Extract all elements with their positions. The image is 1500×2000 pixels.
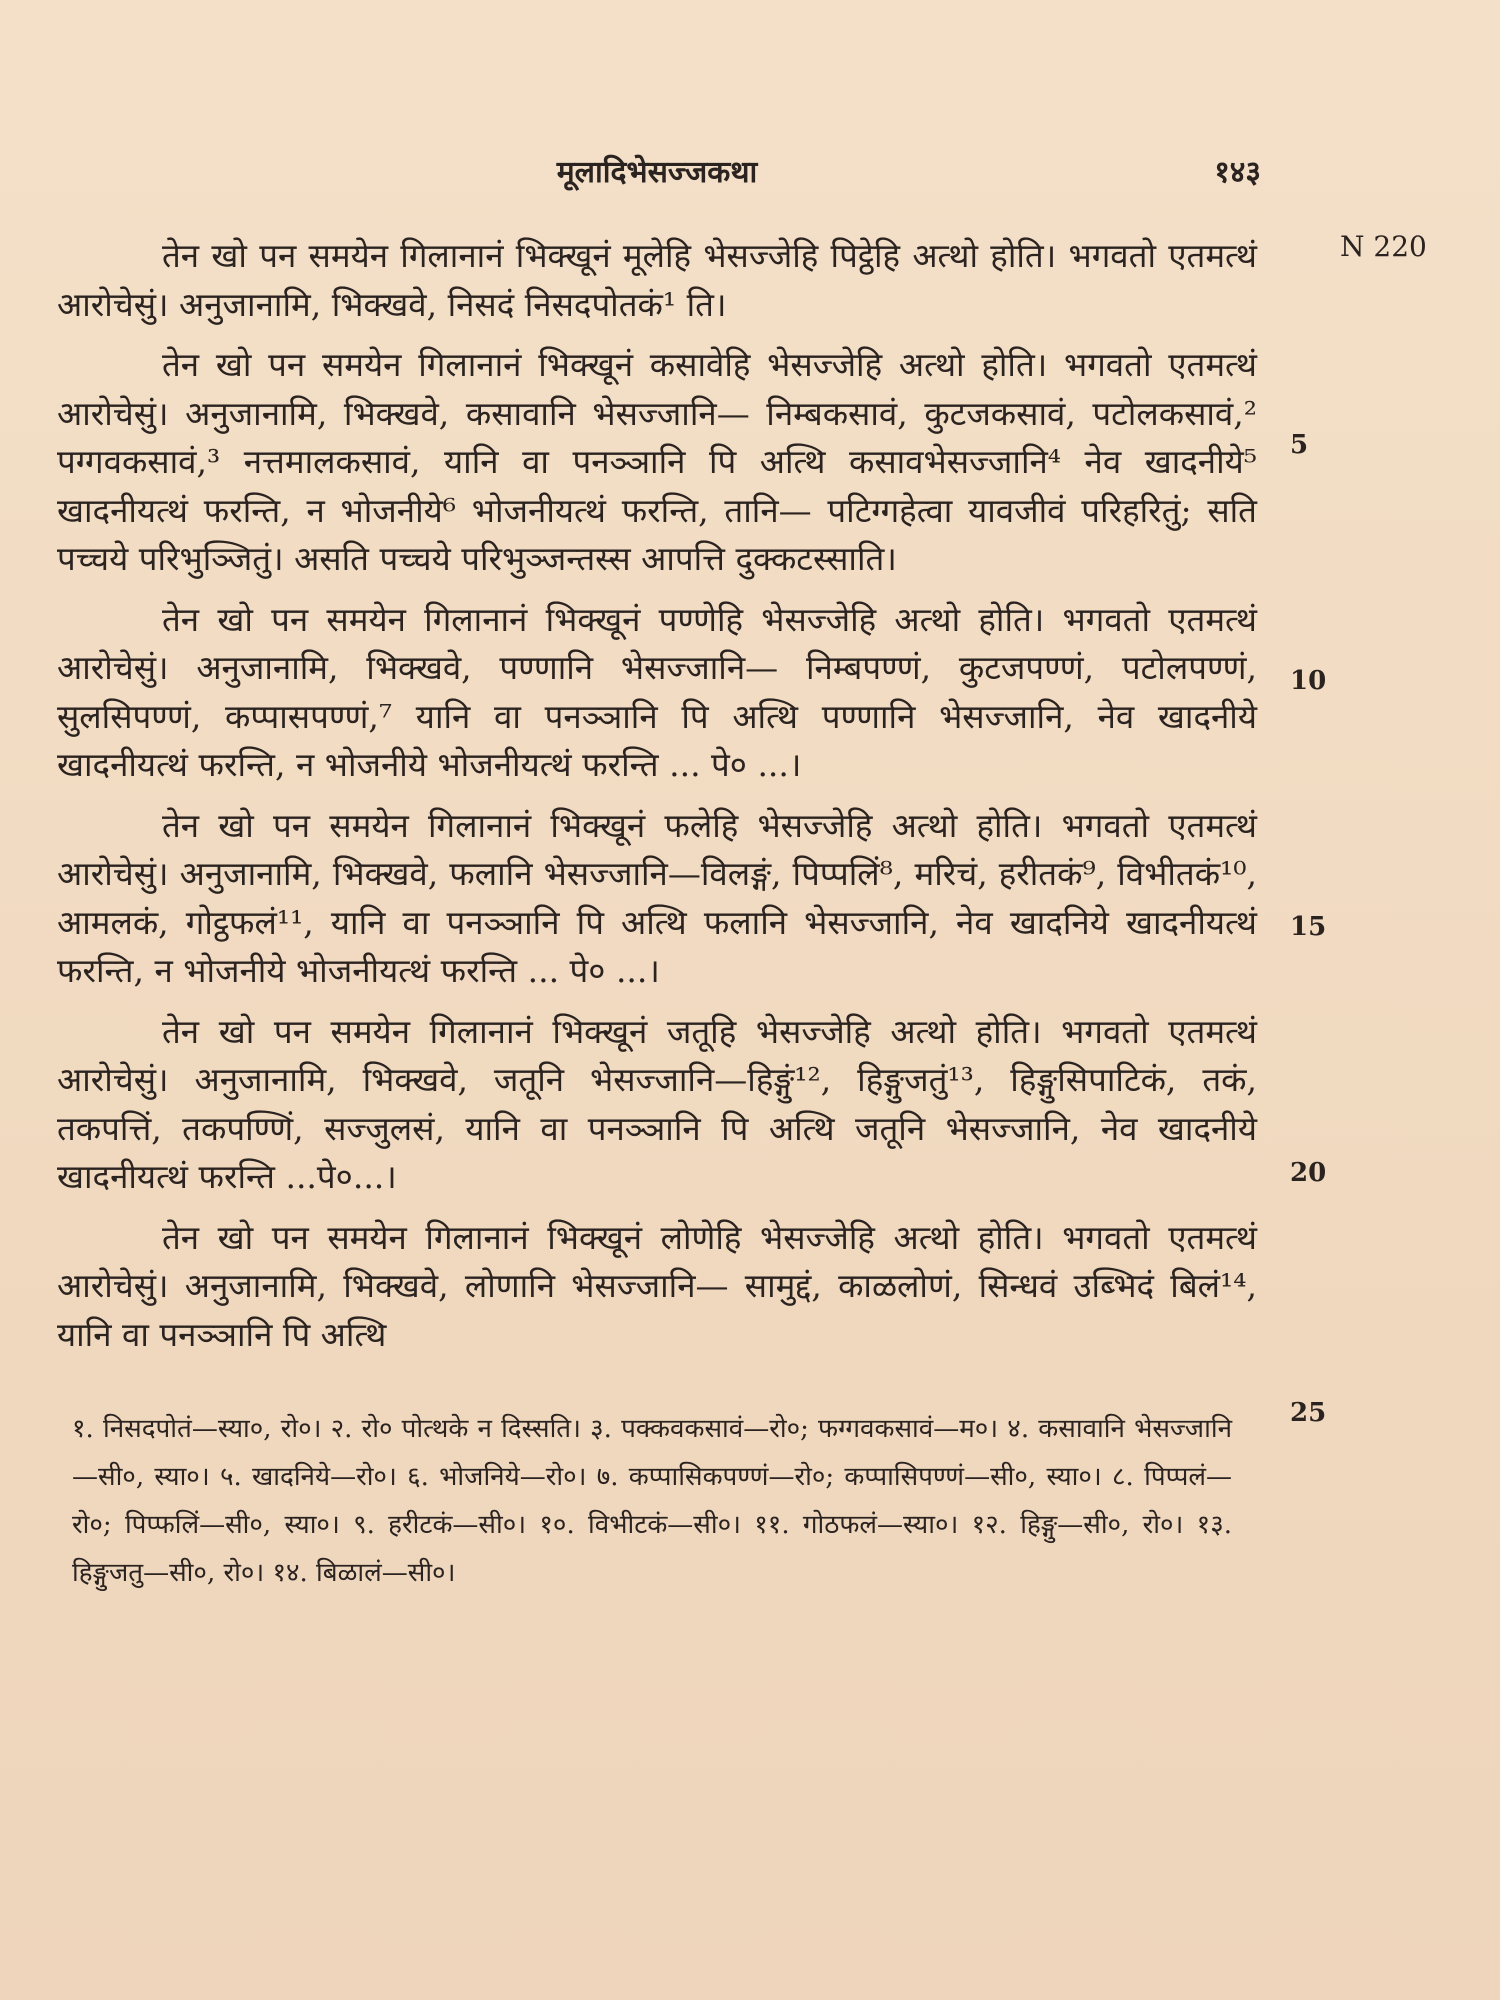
line-number-5: 5 <box>1290 430 1309 460</box>
paragraph-leaves: तेन खो पन समयेन गिलानानं भिक्खूनं पण्णेहि भेसज्जेहि अत्थो होति। भगवतो एतमत्थं आरोचेसुं। अनुजानामि, भिक्खवे, पण्णानि भेसज्जानि— निम्बपण्णं, कुटजपण्णं, पटोलपण्णं, सुलसिपण्णं, कप्पासपण्णं,⁷ यानि वा पनञ्ञानि पि अत्थि पण्णानि भेसज्जानि, नेव खादनीये खादनीयत्थं फरन्ति, न भोजनीये भोजनीयत्थं फरन्ति ... पे० ...। <box>57 599 1257 784</box>
paragraph-astringents: तेन खो पन समयेन गिलानानं भिक्खूनं कसावेहि भेसज्जेहि अत्थो होति। भगवतो एतमत्थं आरोचेसुं। अनुजानामि, भिक्खवे, कसावानि भेसज्जानि— निम्बकसावं, कुटजकसावं, पटोलकसावं,² पग्गवकसावं,³ नत्तमालकसावं, यानि वा पनञ्ञानि पि अत्थि कसावभेसज्जानि⁴ नेव खादनीये⁵ खादनीयत्थं फरन्ति, न भोजनीये⁶ भोजनीयत्थं फरन्ति, तानि— पटिग्गहेत्वा यावजीवं परिहरितुं; सति पच्चये परिभुञ्जितुं। असति पच्चये परिभुञ्जन्तस्स आपत्ति दुक्कटस्साति। <box>57 345 1257 578</box>
paragraph-fruits: तेन खो पन समयेन गिलानानं भिक्खूनं फलेहि भेसज्जेहि अत्थो होति। भगवतो एतमत्थं आरोचेसुं। अनुजानामि, भिक्खवे, फलानि भेसज्जानि—विलङ्गं, पिप्पलिं⁸, मरिचं, हरीतकं⁹, विभीतकं¹⁰, आमलकं, गोट्ठफलं¹¹, यानि वा पनञ्ञानि पि अत्थि फलानि भेसज्जानि, नेव खादनिये खादनीयत्थं फरन्ति, न भोजनीये भोजनीयत्थं फरन्ति ... पे० ...। <box>57 805 1257 990</box>
running-title: मूलादिभेसज्जकथा <box>556 155 758 190</box>
main-text <box>57 232 1257 1371</box>
line-number-25: 25 <box>1290 1398 1327 1428</box>
line-number-10: 10 <box>1290 666 1327 696</box>
line-number-15: 15 <box>1290 912 1327 942</box>
paragraph-roots: तेन खो पन समयेन गिलानानं भिक्खूनं मूलेहि भेसज्जेहि पिट्ठेहि अत्थो होति। भगवतो एतमत्थं आरोचेसुं। अनुजानामि, भिक्खवे, निसदं निसदपोतकं¹ ति। <box>57 236 1257 324</box>
paragraph-salts: तेन खो पन समयेन गिलानानं भिक्खूनं लोणेहि भेसज्जेहि अत्थो होति। भगवतो एतमत्थं आरोचेसुं। अनुजानामि, भिक्खवे, लोणानि भेसज्जानि— सामुद्दं, काळलोणं, सिन्धवं उब्भिदं बिलं¹⁴, यानि वा पनञ्ञानि पि अत्थि <box>57 1217 1257 1354</box>
page-header <box>57 150 1261 200</box>
edition-reference: N 220 <box>1340 230 1427 263</box>
line-number-20: 20 <box>1290 1158 1327 1188</box>
page-number: १४३ <box>1214 155 1261 190</box>
footnotes: १. निसदपोतं—स्या०, रो०। २. रो० पोत्थके न दिस्सति। ३. पक्कवकसावं—रो०; फग्गवकसावं—म०। ४. कसावानि भेसज्जानि—सी०, स्या०। ५. खादनिये—रो०। ६. भोजनिये—रो०। ७. कप्पासिकपण्णं—रो०; कप्पासिपण्णं—सी०, स्या०। ८. पिप्पलं—रो०; पिप्फलिं—सी०, स्या०। ९. हरीटकं—सी०। १०. विभीटकं—सी०। ११. गोठफलं—स्या०। १२. हिङ्गु—सी०, रो०। १३. हिङ्गुजतु—सी०, रो०। १४. बिळालं—सी०। <box>72 1414 1232 1588</box>
paragraph-resins: तेन खो पन समयेन गिलानानं भिक्खूनं जतूहि भेसज्जेहि अत्थो होति। भगवतो एतमत्थं आरोचेसुं। अनुजानामि, भिक्खवे, जतूनि भेसज्जानि—हिङ्गुं¹², हिङ्गुजतुं¹³, हिङ्गुसिपाटिकं, तकं, तकपत्तिं, तकपण्णिं, सज्जुलसं, यानि वा पनञ्ञानि पि अत्थि जतूनि भेसज्जानि, नेव खादनीये खादनीयत्थं फरन्ति ...पे०...। <box>57 1011 1257 1196</box>
